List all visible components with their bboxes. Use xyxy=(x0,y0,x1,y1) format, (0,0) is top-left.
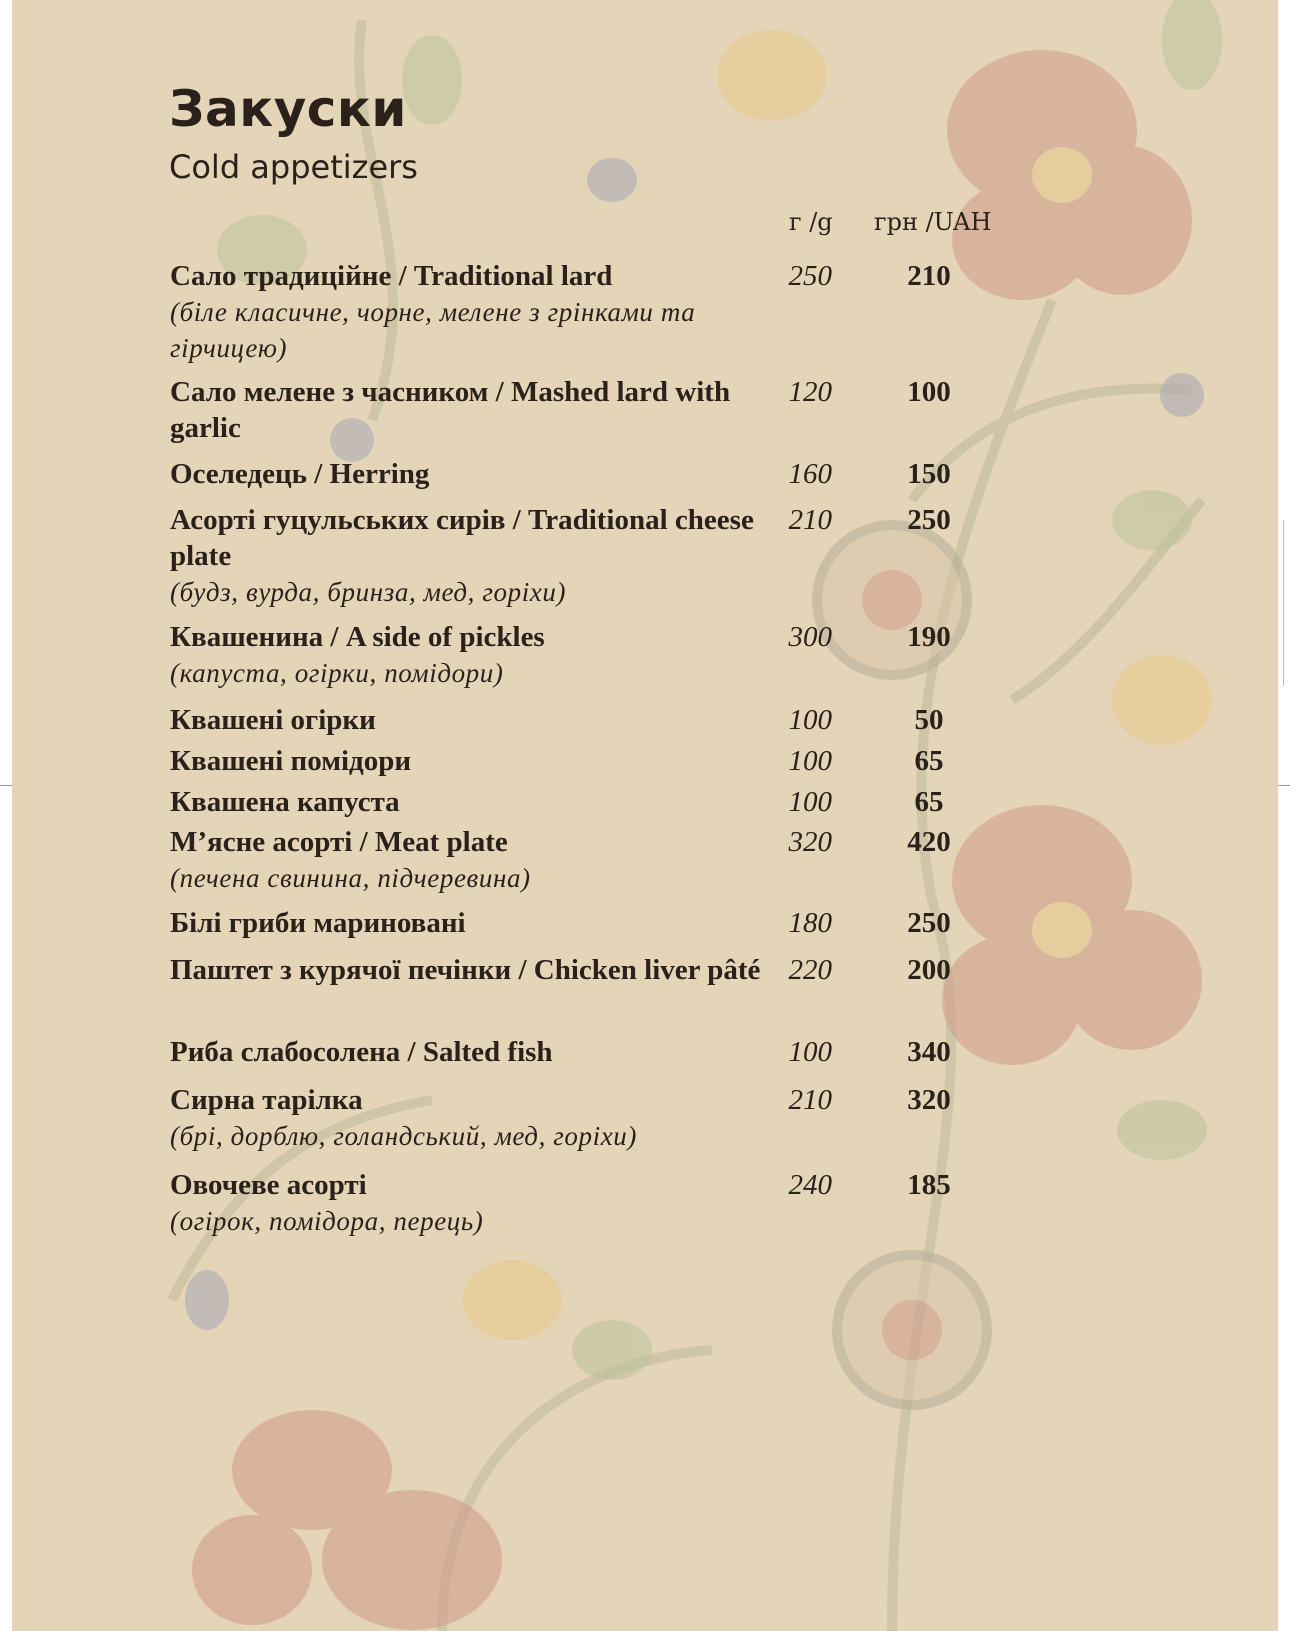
item-name: Сало мелене з часником / Mashed lard with garlic xyxy=(170,376,731,444)
menu-item xyxy=(170,702,790,738)
item-name: Квашена капуста xyxy=(170,786,400,818)
item-weight: 100 xyxy=(788,704,832,736)
menu-item xyxy=(170,456,790,492)
item-price: 150 xyxy=(907,458,951,490)
menu-item xyxy=(170,1082,790,1154)
item-price: 320 xyxy=(907,1084,951,1116)
item-price: 65 xyxy=(914,786,944,818)
page-subtitle: Cold appetizers xyxy=(169,148,418,186)
crop-mark-right xyxy=(1278,785,1290,786)
item-weight: 180 xyxy=(788,907,832,939)
menu-item xyxy=(170,905,790,941)
item-description: (печена свинина, підчеревина) xyxy=(170,863,531,893)
item-weight: 120 xyxy=(788,376,832,408)
item-weight: 100 xyxy=(788,786,832,818)
item-name: Асорті гуцульських сирів / Traditional cheese plate xyxy=(170,504,754,572)
crop-mark-left xyxy=(0,785,12,786)
item-weight: 210 xyxy=(788,504,832,536)
price-column-header: грн /UAH xyxy=(874,208,992,236)
item-weight: 320 xyxy=(788,826,832,858)
menu-item xyxy=(170,824,790,896)
menu-item xyxy=(170,1034,790,1070)
item-description: (капуста, огірки, помідори) xyxy=(170,658,504,688)
item-description: (огірок, помідора, перець) xyxy=(170,1206,484,1236)
item-weight: 250 xyxy=(788,260,832,292)
item-price: 250 xyxy=(907,907,951,939)
item-weight: 100 xyxy=(788,745,832,777)
item-name: Паштет з курячої печінки / Chicken liver pâté xyxy=(170,954,761,986)
item-price: 210 xyxy=(907,260,951,292)
item-weight: 300 xyxy=(788,621,832,653)
menu-page xyxy=(12,0,1278,1631)
item-name: Риба слабосолена / Salted fish xyxy=(170,1036,553,1068)
menu-item xyxy=(170,743,790,779)
menu-item xyxy=(170,374,790,446)
item-name: Овочеве асорті xyxy=(170,1169,367,1201)
item-name: Квашенина / A side of pickles xyxy=(170,621,545,653)
item-price: 420 xyxy=(907,826,951,858)
page-right-margin xyxy=(1278,0,1290,1631)
menu-item xyxy=(170,1167,790,1239)
item-name: Оселедець / Herring xyxy=(170,458,430,490)
item-name: М’ясне асорті / Meat plate xyxy=(170,826,508,858)
item-name: Сирна тарілка xyxy=(170,1084,363,1116)
menu-item xyxy=(170,502,790,610)
item-weight: 210 xyxy=(788,1084,832,1116)
page-edge-tick xyxy=(1283,520,1284,685)
item-description: (біле класичне, чорне, мелене з грінками та гірчицею) xyxy=(170,297,696,363)
item-price: 340 xyxy=(907,1036,951,1068)
page-title: Закуски xyxy=(169,80,407,138)
item-weight: 160 xyxy=(788,458,832,490)
item-price: 50 xyxy=(914,704,944,736)
item-description: (брі, дорблю, голандський, мед, горіхи) xyxy=(170,1121,637,1151)
item-price: 100 xyxy=(907,376,951,408)
item-price: 185 xyxy=(907,1169,951,1201)
item-name: Сало традиційне / Traditional lard xyxy=(170,260,613,292)
item-description: (будз, вурда, бринза, мед, горіхи) xyxy=(170,577,567,607)
weight-column-header: г /g xyxy=(789,208,833,236)
item-price: 190 xyxy=(907,621,951,653)
menu-item xyxy=(170,619,790,691)
menu-item xyxy=(170,784,790,820)
item-price: 65 xyxy=(914,745,944,777)
item-price: 250 xyxy=(907,504,951,536)
item-weight: 100 xyxy=(788,1036,832,1068)
item-price: 200 xyxy=(907,954,951,986)
item-name: Білі гриби мариновані xyxy=(170,907,466,939)
menu-item xyxy=(170,952,790,988)
item-name: Квашені огірки xyxy=(170,704,376,736)
menu-item xyxy=(170,258,790,366)
item-weight: 240 xyxy=(788,1169,832,1201)
item-name: Квашені помідори xyxy=(170,745,412,777)
item-weight: 220 xyxy=(788,954,832,986)
